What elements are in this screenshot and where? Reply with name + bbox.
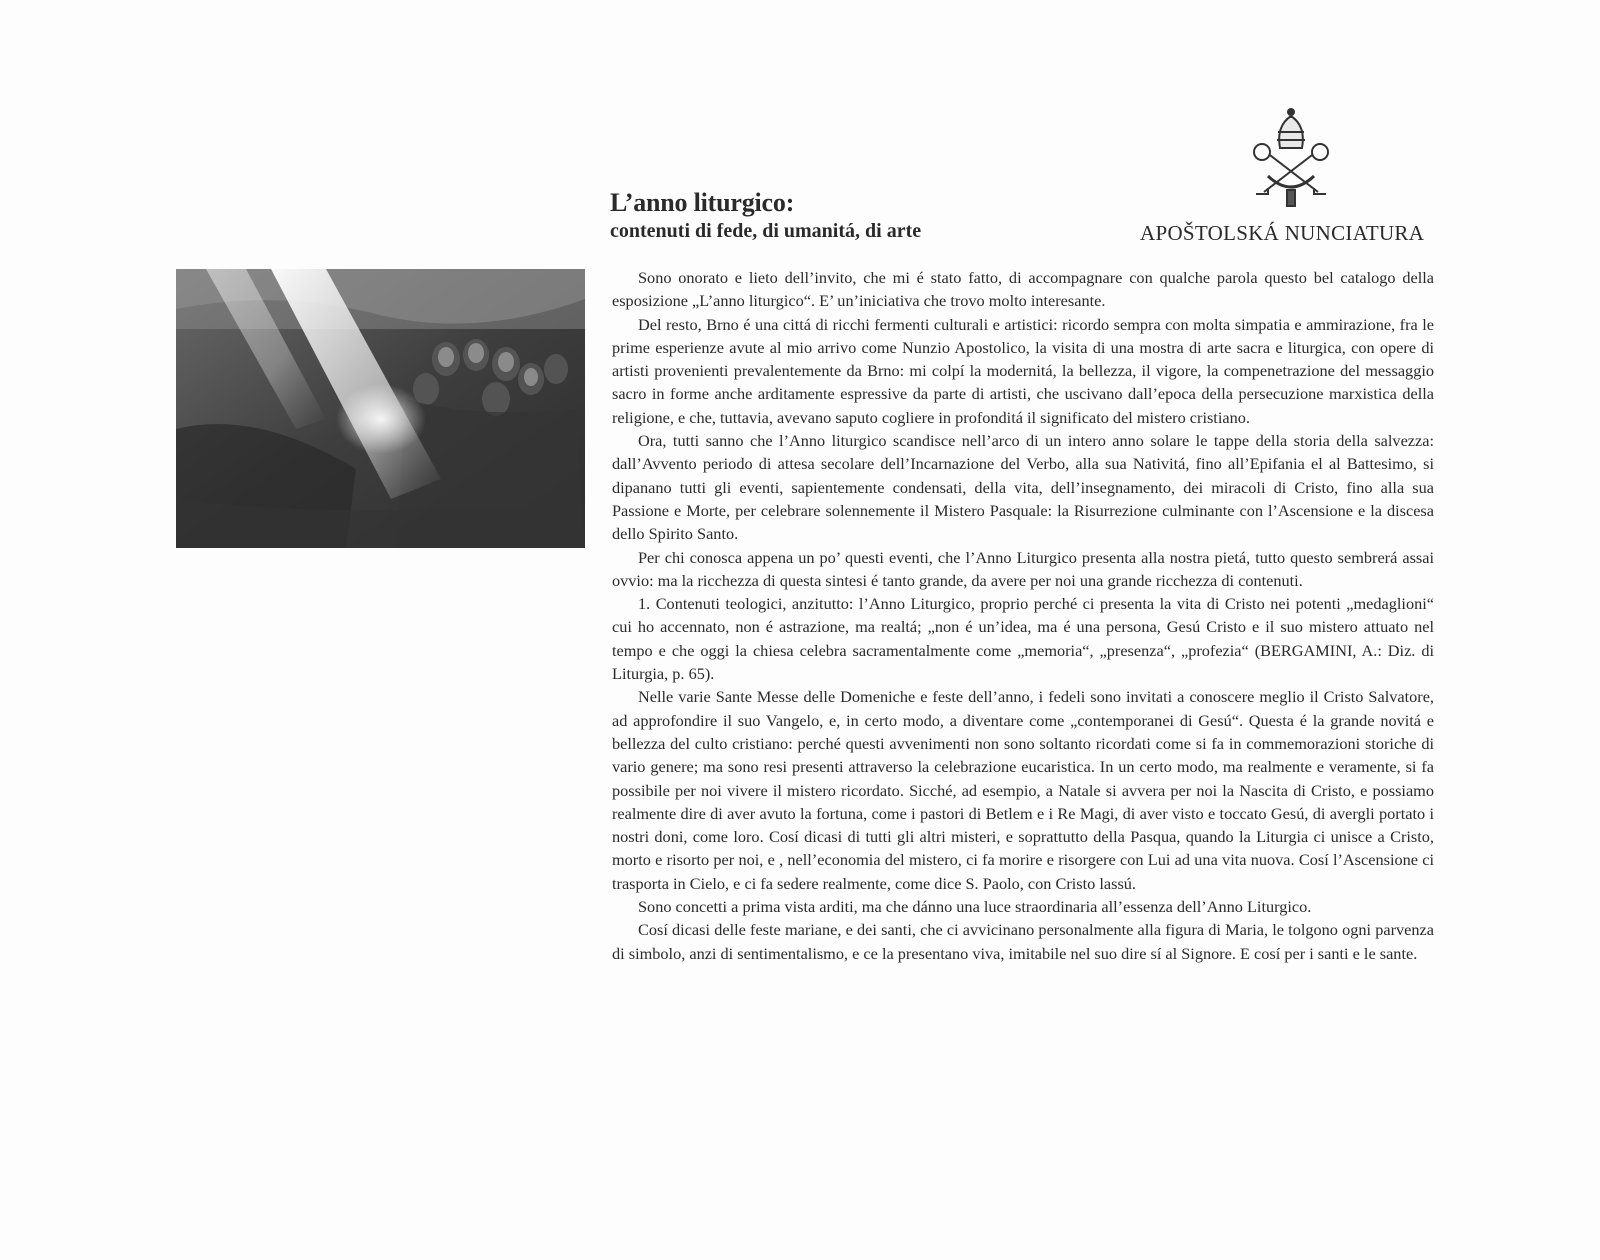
paragraph: Del resto, Brno é una cittá di ricchi fermenti culturali e artistici: ricordo sempra con molta simpatia e ammirazione, fra le prime esperienze avute al mio arrivo come Nunzio Apostolico, la visita di una mostra di arte sacra e liturgica, con opere di artisti provenienti prevalentemente da Brno: mi colpí la modernitá, la bellezza, il vigore, la compenetrazione del messaggio sacro in forme anche arditamente espressive da parte di artisti, che uscivano dall’epoca della persecuzione marxistica della religione, e che, tuttavia, avevano saputo cogliere in profonditá il significato del mistero cristiano. [612, 314, 1434, 427]
paragraph: Sono onorato e lieto dell’invito, che mi é stato fatto, di accompagnare con qualche parola questo bel catalogo della esposizione „L’anno liturgico“. E’ un’iniciativa che trovo molto interesante. [612, 268, 1434, 311]
paragraph: Nelle varie Sante Messe delle Domeniche e feste dell’anno, i fedeli sono invitati a conoscere meglio il Cristo Salvatore, ad approfondire il suo Vangelo, e, in certo modo, a diventare come „contemporanei di Gesú“. Questa é la grande novitá e bellezza del culto cristiano: perché questi avvenimenti non sono soltanto ricordati come si fa in commemorazioni storiche di vario genere; ma sono resi presenti attraverso la celebrazione eucaristica. In un certo modo, ma realmente e veramente, si fa possibile per noi vivere il mistero ricordato. Sicché, ad esempio, a Natale si avvera per noi la Nascita di Cristo, e possiamo realmente dire di aver avuto la fortuna, come i pastori di Betlem e i Re Magi, di aver visto e toccato Gesú, di avergli portato i nostri doni, come loro. Cosí dicasi di tutti gli altri misteri, e soprattutto della Pasqua, quando la Liturgia ci unisce a Cristo, morto e risorto per noi, e , nell’economia del mistero, ci fa morire e risorgere con Lui ad una vita nuova. Cosí l’Ascensione ci trasporta in Cielo, e ci fa sedere realmente, come dice S. Paolo, con Cristo lassú. [612, 687, 1434, 893]
papal-keys-tiara-emblem [1246, 106, 1336, 208]
page-subtitle: contenuti di fede, di umanitá, di arte [610, 220, 922, 242]
paragraph: Sono concetti a prima vista arditi, ma che dánno una luce straordinaria all’essenza dell’Anno Liturgico. [638, 897, 1312, 917]
paragraph: 1. Contenuti teologici, anzitutto: l’Anno Liturgico, proprio perché ci presenta la vita di Cristo nei potenti „medaglioni“ cui ho accennato, non é astrazione, ma realtá; „non é un’idea, ma é una persona, Gesú Cristo e il suo mistero attuato nel tempo e che oggi la chiesa celebra sacramentalmente come „memoria“, „presenza“, „profezia“ (BERGAMINI, A.: Diz. di Liturgia, p. 65). [612, 594, 1434, 684]
paragraph: Per chi conosca appena un po’ questi eventi, che l’Anno Liturgico presenta alla nostra pietá, tutto questo sembrerá assai ovvio: ma la ricchezza di questa sintesi é tanto grande, da avere per noi una grande ricchezza di contenuti. [612, 547, 1434, 590]
institution-name: APOŠTOLSKÁ NUNCIATURA [1140, 221, 1425, 245]
fresco-photograph [176, 269, 585, 548]
body-text [612, 266, 1434, 965]
paragraph: Ora, tutti sanno che l’Anno liturgico scandisce nell’arco di un intero anno solare le tappe della storia della salvezza: dall’Avvento periodo di attesa secolare dell’Incarnazione del Verbo, alla sua Nativitá, fino all’Epifania el al Battesimo, si dipanano tutti gli eventi, sapientemente condensati, della vita, dell’insegnamento, dei miracoli di Cristo, fino alla sua Passione e Morte, per celebrare solennemente il Mistero Pasquale: la Risurrezione culminante con l’Ascensione e la discesa dello Spirito Santo. [612, 431, 1434, 544]
page-title: L’anno liturgico: [610, 188, 795, 217]
paragraph: Cosí dicasi delle feste mariane, e dei santi, che ci avvicinano personalmente alla figura di Maria, le tolgono ogni parvenza di simbolo, anzi di sentimentalismo, e ce la presentano viva, imitabile nel suo dire sí al Signore. E cosí per i santi e le sante. [612, 920, 1434, 963]
